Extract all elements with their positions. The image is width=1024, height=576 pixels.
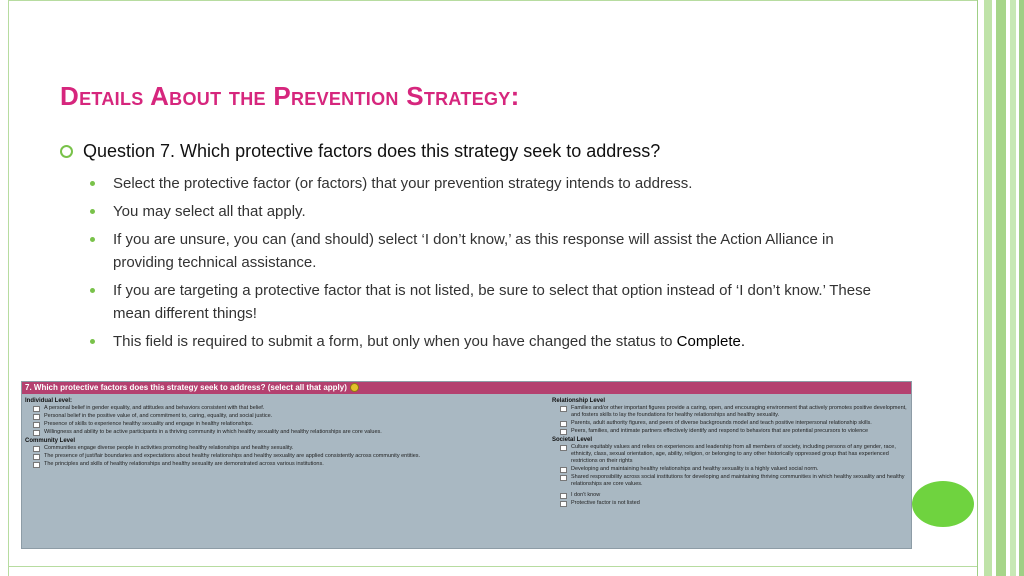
slide-frame-left (8, 0, 9, 576)
factor-option[interactable] (25, 429, 425, 436)
factor-checkbox[interactable] (33, 430, 40, 436)
level-heading: Community Level (25, 438, 76, 444)
form-header-text: 7. Which protective factors does this strategy seek to address? (select all that apply) (25, 383, 347, 392)
factor-option-label: Communities engage diverse people in activities promoting healthy relationships and healthy sexuality. (44, 445, 294, 451)
factor-option[interactable] (552, 474, 912, 488)
bullet-icon (90, 181, 95, 186)
factor-checkbox[interactable] (560, 467, 567, 473)
level-heading: Relationship Level (552, 398, 606, 404)
decor-stripe (1019, 0, 1024, 576)
factor-option[interactable] (552, 444, 912, 465)
factor-option-label: A personal belief in gender equality, and attitudes and behaviors consistent with that belief. (44, 405, 265, 411)
instruction-text: This field is required to submit a form, but only when you have changed the status to (113, 333, 677, 350)
factor-option[interactable] (552, 466, 912, 473)
decor-stripe (977, 0, 978, 576)
factor-option[interactable] (25, 453, 425, 460)
level-heading: Individual Level: (25, 398, 73, 404)
decor-circle (912, 481, 974, 527)
protective-factors-form (21, 381, 912, 549)
factor-checkbox[interactable] (560, 445, 567, 451)
factor-checkbox[interactable] (33, 414, 40, 420)
question-text: Question 7. Which protective factors does this strategy seek to address? (83, 141, 661, 161)
factor-checkbox[interactable] (33, 454, 40, 460)
factor-option-label: Parents, adult authority figures, and peers of diverse backgrounds model and teach positive interpersonal relationship skills. (571, 420, 872, 426)
right-column (552, 396, 912, 508)
decor-stripe (1010, 0, 1016, 576)
factor-option[interactable] (552, 420, 912, 427)
factor-option[interactable] (552, 405, 912, 419)
factor-option-label: Families and/or other important figures provide a caring, open, and encouraging environment that actively promotes positive development, and fosters skills to lay the foundations for healthy relationships and healthy sexuality. (571, 405, 907, 418)
slide-frame-top (8, 0, 978, 1)
factor-option-label: Presence of skills to experience healthy sexuality and engage in healthy relationships. (44, 421, 254, 427)
bullet-icon (90, 288, 95, 293)
factor-checkbox[interactable] (560, 429, 567, 435)
bullet-icon (90, 237, 95, 242)
question-bullet (60, 141, 660, 162)
ring-bullet-icon (60, 145, 73, 158)
instruction-item (90, 279, 890, 325)
instruction-item (90, 228, 890, 274)
instruction-item (90, 330, 890, 353)
factor-option-label: Protective factor is not listed (571, 500, 640, 506)
factor-option-label: The presence of just/fair boundaries and expectations about healthy relationships and healthy sexuality are applied consistently across community entities. (44, 453, 421, 459)
factor-option[interactable] (25, 405, 425, 412)
factor-option[interactable] (552, 492, 912, 499)
factor-checkbox[interactable] (560, 406, 567, 412)
status-complete-text: Complete. (676, 333, 746, 350)
instruction-text: If you are targeting a protective factor that is not listed, be sure to select that option instead of ‘I don’t know.’ These mean different things! (113, 282, 871, 322)
decor-stripe (996, 0, 1006, 576)
slide-frame-bottom (8, 566, 978, 567)
factor-option[interactable] (25, 413, 425, 420)
factor-checkbox[interactable] (33, 422, 40, 428)
factor-option-label: Shared responsibility across social institutions for developing and maintaining thriving communities in which healthy sexuality and healthy relationships are core values. (571, 474, 905, 487)
instruction-item (90, 200, 890, 223)
factor-checkbox[interactable] (33, 446, 40, 452)
bullet-icon (90, 339, 95, 344)
factor-option[interactable] (25, 445, 425, 452)
factor-option[interactable] (552, 428, 912, 435)
factor-checkbox[interactable] (560, 421, 567, 427)
level-heading: Societal Level (552, 437, 593, 443)
factor-option[interactable] (25, 461, 425, 468)
instruction-text: If you are unsure, you can (and should) select ‘I don’t know,’ as this response will assist the Action Alliance in providing technical assistance. (113, 231, 834, 271)
factor-option[interactable] (552, 500, 912, 507)
form-header (22, 382, 911, 394)
instruction-text: You may select all that apply. (113, 203, 306, 220)
factor-option-label: Personal belief in the positive value of, and commitment to, caring, equality, and social justice. (44, 413, 273, 419)
factor-option-label: Culture equitably values and relies on experiences and leadership from all members of society, including persons of any gender, race, ethnicity, class, sexual orientation, age, ability, religion, or belonging to any other historically oppressed group that has experienced restrictions on their rights (571, 444, 896, 464)
factor-checkbox[interactable] (33, 406, 40, 412)
info-icon[interactable] (350, 383, 359, 392)
factor-option-label: Willingness and ability to be active participants in a thriving community in which healthy sexuality and healthy relationships are core values. (44, 429, 382, 435)
factor-option-label: Peers, families, and intimate partners effectively identify and respond to behaviors that are potential precursors to violence (571, 428, 869, 434)
instruction-item (90, 172, 890, 195)
factor-checkbox[interactable] (560, 501, 567, 507)
left-column (25, 396, 425, 469)
factor-option-label: The principles and skills of healthy relationships and healthy sexuality are demonstrated across various institutions. (44, 461, 324, 467)
factor-checkbox[interactable] (560, 493, 567, 499)
slide-title: Details About the Prevention Strategy: (60, 81, 520, 111)
factor-option[interactable] (25, 421, 425, 428)
factor-checkbox[interactable] (560, 475, 567, 481)
factor-checkbox[interactable] (33, 462, 40, 468)
decor-stripe (984, 0, 992, 576)
instruction-text: Select the protective factor (or factors) that your prevention strategy intends to address. (113, 175, 693, 192)
factor-option-label: Developing and maintaining healthy relationships and healthy sexuality is a highly valued social norm. (571, 466, 819, 472)
bullet-icon (90, 209, 95, 214)
instruction-list (90, 172, 890, 358)
factor-option-label: I don't know (571, 492, 601, 498)
